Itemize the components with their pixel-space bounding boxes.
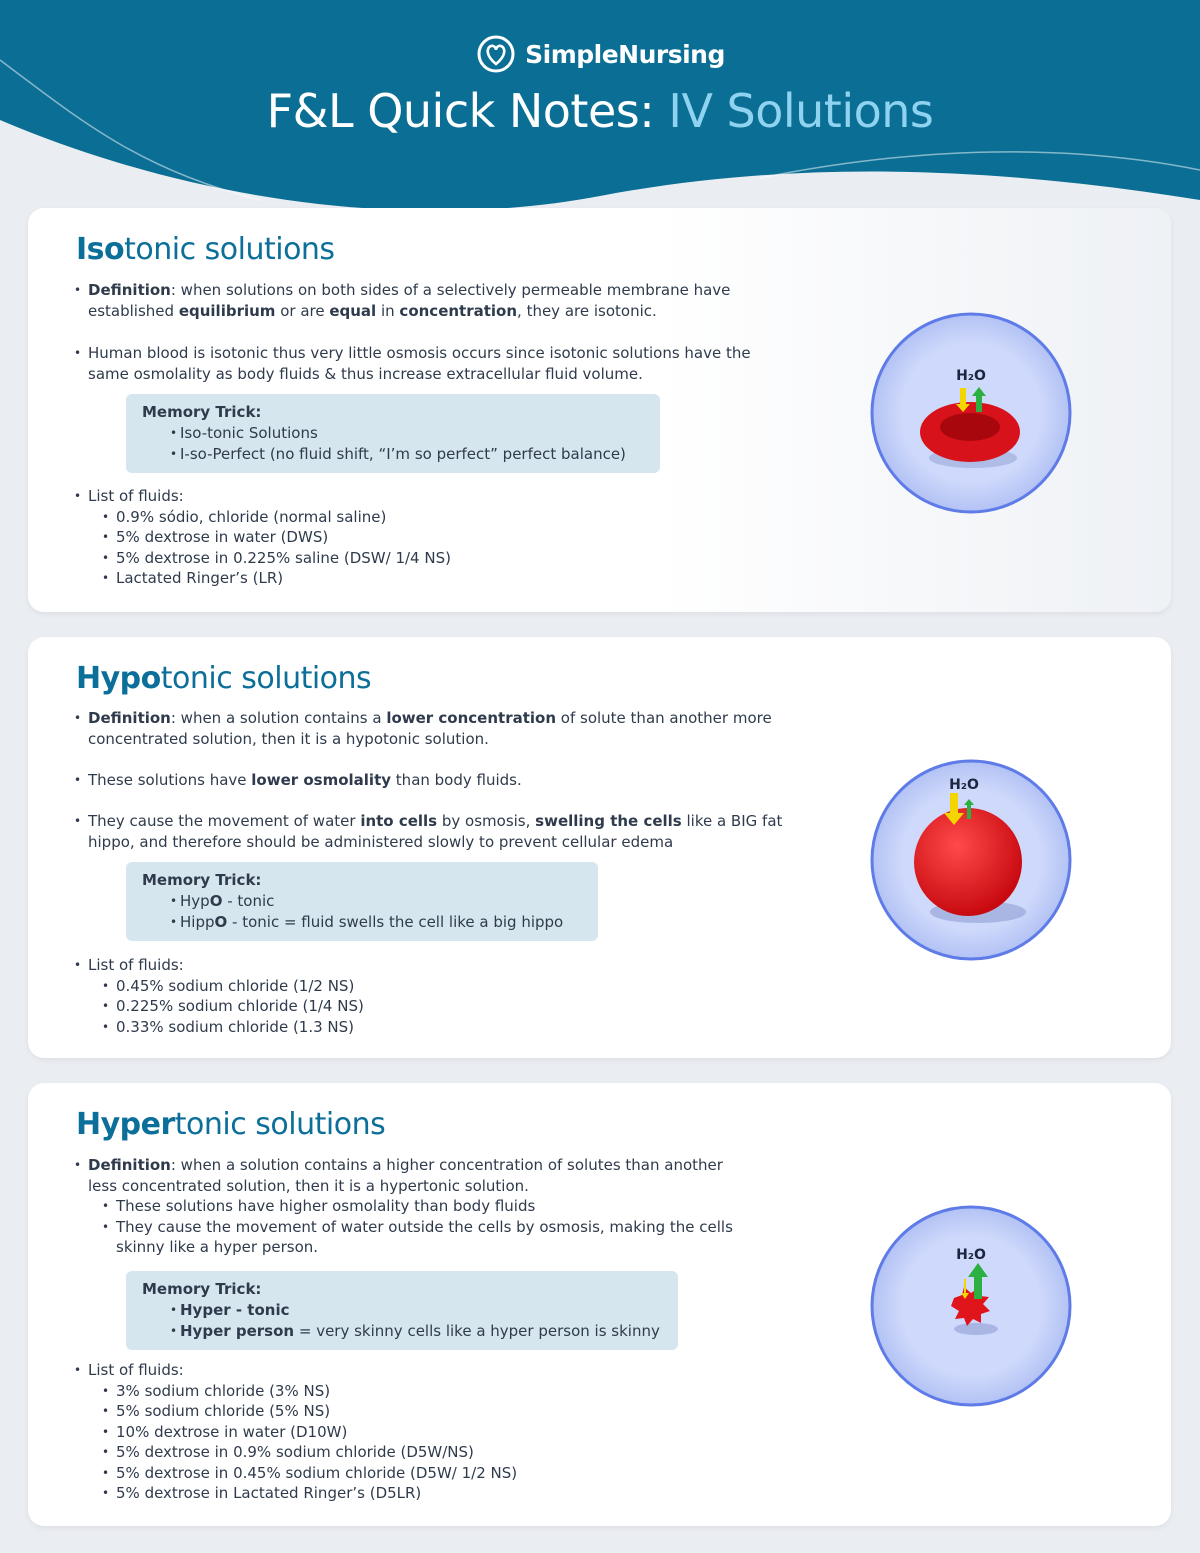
hypertonic-definition: • Definition: when a solution contains a higher concentration of solutes than another less concentrated solution, then it is a hypertonic solution. • These solutions have higher osmolality than body fluids • They cause the movement of water outside the cells by osmosis, making the cells skinny like a hyper person.	[74, 1155, 734, 1258]
isotonic-blood-note: • Human blood is isotonic thus very little osmosis occurs since isotonic solutions have the same osmolality as body fluids & thus increase extracellular fluid volume.	[74, 343, 794, 384]
list-item: • 5% dextrose in 0.45% sodium chloride (D5W/ 1/2 NS)	[74, 1463, 794, 1484]
hypotonic-osmolality-note: • These solutions have lower osmolality than body fluids.	[74, 770, 794, 791]
list-item: • 3% sodium chloride (3% NS)	[74, 1381, 794, 1402]
isotonic-title: Isotonic solutions	[76, 232, 335, 267]
list-item: • 0.9% sódio, chloride (normal saline)	[74, 507, 794, 528]
heart-stethoscope-logo-icon	[475, 34, 517, 74]
list-item: • 5% dextrose in Lactated Ringer’s (D5LR)	[74, 1483, 794, 1504]
page-title-accent: IV Solutions	[668, 84, 934, 138]
hypertonic-card	[28, 1083, 1171, 1526]
hypertonic-h2o-label: H₂O	[956, 1247, 986, 1263]
list-item: • 0.33% sodium chloride (1.3 NS)	[74, 1017, 794, 1038]
page-header	[0, 0, 1200, 240]
hypotonic-cell-figure	[868, 757, 1074, 963]
list-item: • Lactated Ringer’s (LR)	[74, 568, 794, 589]
isotonic-definition: • Definition: when solutions on both sides of a selectively permeable membrane have established equilibrium or are equal in concentration, they are isotonic.	[74, 280, 794, 321]
list-item: • 5% sodium chloride (5% NS)	[74, 1401, 794, 1422]
hypotonic-card	[28, 637, 1171, 1058]
hypotonic-memory-trick: Memory Trick: • HypO - tonic • HippO - tonic = fluid swells the cell like a big hippo	[126, 862, 598, 941]
brand	[0, 34, 1200, 74]
isotonic-memory-trick: Memory Trick: • Iso-tonic Solutions • I-so-Perfect (no fluid shift, “I’m so perfect” perfect balance)	[126, 394, 660, 473]
hypertonic-title: Hypertonic solutions	[76, 1107, 386, 1142]
hypotonic-fluids-list: • List of fluids: • 0.45% sodium chloride (1/2 NS) • 0.225% sodium chloride (1/4 NS) • 0.33% sodium chloride (1.3 NS)	[74, 955, 794, 1037]
isotonic-cell-figure	[868, 310, 1074, 516]
list-item: • 5% dextrose in water (DWS)	[74, 527, 794, 548]
hypertonic-fluids-list: • List of fluids: • 3% sodium chloride (3% NS) • 5% sodium chloride (5% NS) • 10% dextrose in water (D10W) • 5% dextrose in 0.9% sodium chloride (D5W/NS) • 5% dextrose in 0.45% sodium chloride (D5W/ 1/2 NS) • 5% dextrose in Lactated Ringer’s (D5LR)	[74, 1360, 794, 1504]
list-item: • They cause the movement of water outside the cells by osmosis, making the cells skinny like a hyper person.	[74, 1217, 734, 1258]
hypotonic-title: Hypotonic solutions	[76, 661, 372, 696]
page-title	[0, 84, 1200, 138]
hypotonic-h2o-label: H₂O	[949, 777, 979, 793]
list-item: • 0.225% sodium chloride (1/4 NS)	[74, 996, 794, 1017]
page-title-main: F&L Quick Notes:	[266, 84, 655, 138]
hypertonic-memory-trick: Memory Trick: • Hyper - tonic • Hyper person = very skinny cells like a hyper person is skinny	[126, 1271, 678, 1350]
list-item: • 0.45% sodium chloride (1/2 NS)	[74, 976, 794, 997]
list-item: • 5% dextrose in 0.9% sodium chloride (D5W/NS)	[74, 1442, 794, 1463]
list-item: • These solutions have higher osmolality than body fluids	[74, 1196, 734, 1217]
list-item: • 10% dextrose in water (D10W)	[74, 1422, 794, 1443]
hypotonic-movement-note: • They cause the movement of water into cells by osmosis, swelling the cells like a BIG fat hippo, and therefore should be administered slowly to prevent cellular edema	[74, 811, 814, 852]
hypotonic-definition: • Definition: when a solution contains a lower concentration of solute than another more concentrated solution, then it is a hypotonic solution.	[74, 708, 794, 749]
isotonic-fluids-list: • List of fluids: • 0.9% sódio, chloride (normal saline) • 5% dextrose in water (DWS) • 5% dextrose in 0.225% saline (DSW/ 1/4 NS) • Lactated Ringer’s (LR)	[74, 486, 794, 589]
isotonic-h2o-label: H₂O	[956, 368, 986, 384]
list-item: • 5% dextrose in 0.225% saline (DSW/ 1/4 NS)	[74, 548, 794, 569]
brand-name: SimpleNursing	[525, 39, 725, 69]
isotonic-card	[28, 208, 1171, 612]
hypertonic-cell-figure	[868, 1203, 1074, 1409]
